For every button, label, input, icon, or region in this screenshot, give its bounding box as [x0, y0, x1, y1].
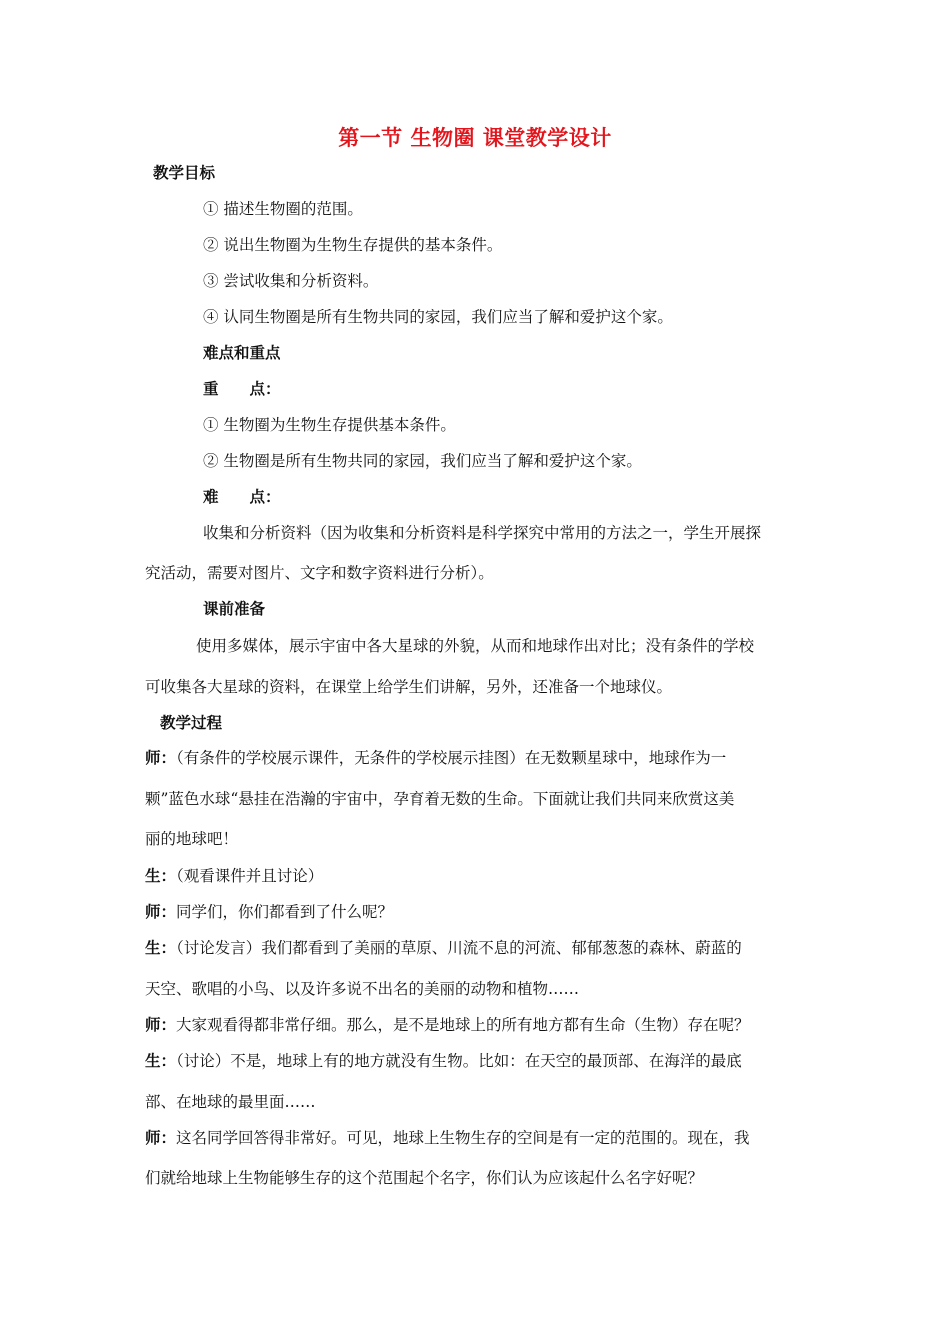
dialogue-text: 部、在地球的最里面……: [145, 1093, 316, 1111]
dialogue-line: [145, 1051, 742, 1071]
process-heading: 教学过程: [160, 713, 223, 732]
dialogue-text: （有条件的学校展示课件，无条件的学校展示挂图）在无数颗星球中，地球作为一: [176, 749, 727, 767]
dialogue-line: [145, 1015, 750, 1035]
preparation-heading: 课前准备: [203, 599, 266, 618]
difficulty-label: 难 点：: [203, 487, 281, 506]
document-title: 第一节 生物圈 课堂教学设计: [338, 125, 612, 150]
dialogue-line: [145, 866, 323, 886]
focus-label: 重 点：: [203, 379, 281, 398]
objective-item: ② 说出生物圈为生物生存提供的基本条件。: [203, 236, 503, 254]
speaker-label: 师：: [145, 1128, 177, 1147]
focus-item: ② 生物圈是所有生物共同的家园，我们应当了解和爱护这个家。: [203, 452, 642, 470]
focus-item: ① 生物圈为生物生存提供基本条件。: [203, 416, 456, 434]
preparation-text: 使用多媒体，展示宇宙中各大星球的外貌，从而和地球作出对比；没有条件的学校: [196, 637, 755, 655]
speaker-label: 师：: [145, 1015, 177, 1034]
preparation-text: 可收集各大星球的资料，在课堂上给学生们讲解，另外，还准备一个地球仪。: [145, 678, 673, 696]
dialogue-text: 们就给地球上生物能够生存的这个范围起个名字，你们认为应该起什么名字好呢？: [145, 1169, 704, 1187]
objective-item: ③ 尝试收集和分析资料。: [203, 272, 379, 290]
dialogue-line: [145, 902, 393, 922]
dialogue-text: 天空、歌唱的小鸟、以及许多说不出名的美丽的动物和植物……: [145, 980, 580, 998]
speaker-label: 师：: [145, 902, 177, 921]
key-points-heading: 难点和重点: [203, 343, 281, 362]
dialogue-text: 颗”蓝色水球“悬挂在浩瀚的宇宙中，孕育着无数的生命。下面就让我们共同来欣赏这美: [145, 790, 735, 808]
difficulty-text: 究活动，需要对图片、文字和数字资料进行分析）。: [145, 564, 494, 582]
dialogue-text: 同学们，你们都看到了什么呢？: [176, 903, 394, 921]
dialogue-line: [145, 748, 726, 768]
speaker-label: 生：: [145, 938, 177, 957]
objective-item: ① 描述生物圈的范围。: [203, 200, 363, 218]
speaker-label: 生：: [145, 1051, 177, 1070]
dialogue-text: 丽的地球吧！: [145, 830, 239, 848]
difficulty-text: 收集和分析资料（因为收集和分析资料是科学探究中常用的方法之一，学生开展探: [203, 524, 762, 542]
speaker-label: 师：: [145, 748, 177, 767]
dialogue-text: （讨论）不是，地球上有的地方就没有生物。比如：在天空的最顶部、在海洋的最底: [176, 1052, 742, 1070]
dialogue-text: （观看课件并且讨论）: [176, 867, 324, 885]
dialogue-line: [145, 1128, 750, 1148]
dialogue-line: [145, 938, 742, 958]
objective-item: ④ 认同生物圈是所有生物共同的家园，我们应当了解和爱护这个家。: [203, 308, 673, 326]
speaker-label: 生：: [145, 866, 177, 885]
dialogue-text: 这名同学回答得非常好。可见，地球上生物生存的空间是有一定的范围的。现在，我: [176, 1129, 750, 1147]
dialogue-text: （讨论发言）我们都看到了美丽的草原、川流不息的河流、郁郁葱葱的森林、蔚蓝的: [176, 939, 742, 957]
dialogue-text: 大家观看得都非常仔细。那么，是不是地球上的所有地方都有生命（生物）存在呢？: [176, 1016, 750, 1034]
objectives-heading: 教学目标: [153, 163, 216, 182]
